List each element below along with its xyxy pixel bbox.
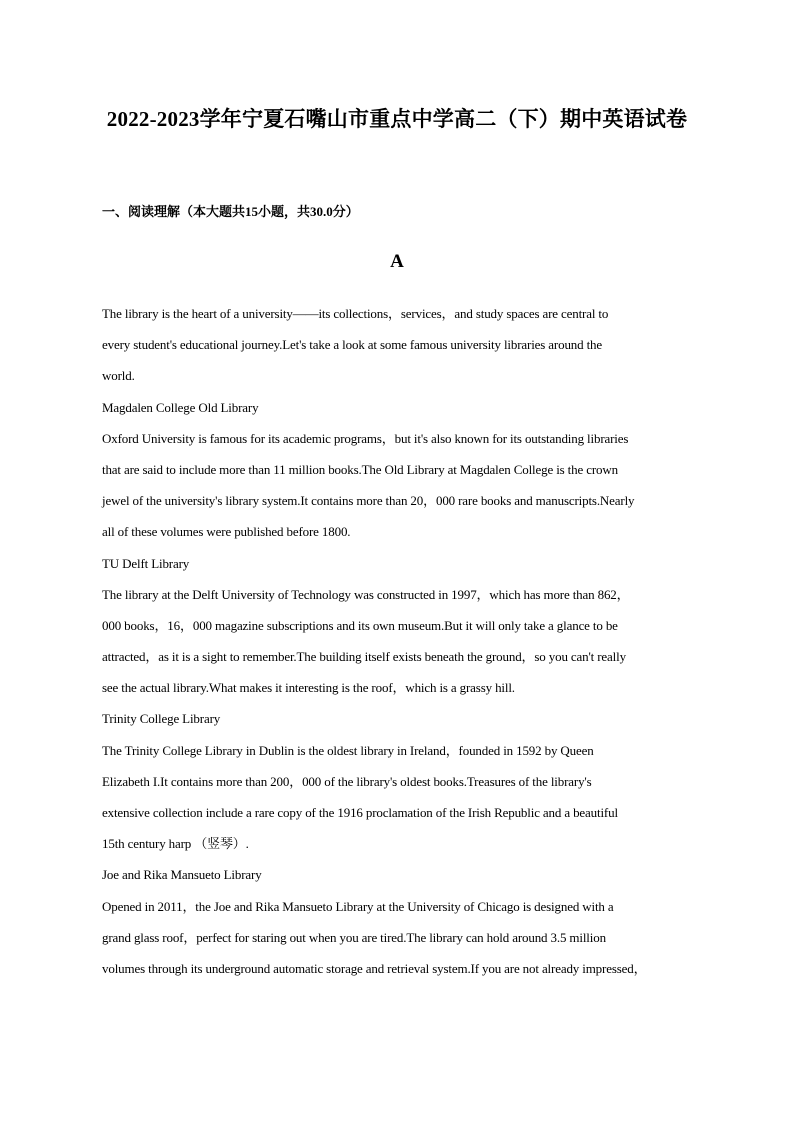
library-heading-tu-delft: TU Delft Library: [102, 555, 190, 571]
intro-line: world.: [102, 368, 135, 384]
paragraph-line: all of these volumes were published before 1800.: [102, 524, 351, 540]
paragraph-line: 15th century harp （竖琴）.: [102, 836, 249, 852]
paragraph-line: volumes through its underground automatic storage and retrieval system.If you are not already impressed，: [102, 960, 647, 976]
intro-line: every student's educational journey.Let's take a look at some famous university libraries around the: [102, 337, 603, 353]
library-heading-mansueto: Joe and Rika Mansueto Library: [102, 867, 262, 883]
paragraph-line: grand glass roof，perfect for staring out when you are tired.The library can hold around 3.5 million: [102, 929, 606, 945]
paragraph-line: extensive collection include a rare copy of the 1916 proclamation of the Irish Republic and a beautiful: [102, 805, 618, 820]
paragraph-line: The library at the Delft University of Technology was constructed in 1997，which has more than 862，: [102, 586, 630, 602]
section-heading: 一、阅读理解（本大题共15小题，共30.0分）: [102, 204, 359, 219]
paragraph-line: attracted，as it is a sight to remember.The building itself exists beneath the ground，so you can't really: [102, 649, 626, 665]
paragraph-line: Elizabeth I.It contains more than 200，000 of the library's oldest books.Treasures of the library's: [102, 773, 592, 789]
intro-line: The library is the heart of a university——its collections，services，and study spaces are central to: [102, 306, 609, 321]
paragraph-line: Oxford University is famous for its academic programs，but it's also known for its outstanding libraries: [102, 430, 629, 446]
reading-passage: [102, 298, 700, 984]
paragraph-line: Opened in 2011，the Joe and Rika Mansueto Library at the University of Chicago is designed with a: [102, 898, 614, 914]
paragraph-line: see the actual library.What makes it interesting is the roof，which is a grassy hill.: [102, 680, 515, 696]
paragraph-line: The Trinity College Library in Dublin is the oldest library in Ireland，founded in 1592 by Queen: [102, 742, 594, 758]
exam-title: 2022-2023学年宁夏石嘴山市重点中学高二（下）期中英语试卷: [106, 107, 688, 131]
paragraph-line: that are said to include more than 11 million books.The Old Library at Magdalen College is the crown: [102, 461, 618, 477]
paragraph-line: jewel of the university's library system.It contains more than 20，000 rare books and manuscripts.Nearly: [102, 493, 635, 509]
library-heading-trinity: Trinity College Library: [102, 711, 221, 727]
paragraph-line: 000 books，16，000 magazine subscriptions and its own museum.But it will only take a glance to be: [102, 617, 618, 633]
passage-label: A: [390, 251, 404, 272]
library-heading-magdalen: Magdalen College Old Library: [102, 399, 259, 415]
